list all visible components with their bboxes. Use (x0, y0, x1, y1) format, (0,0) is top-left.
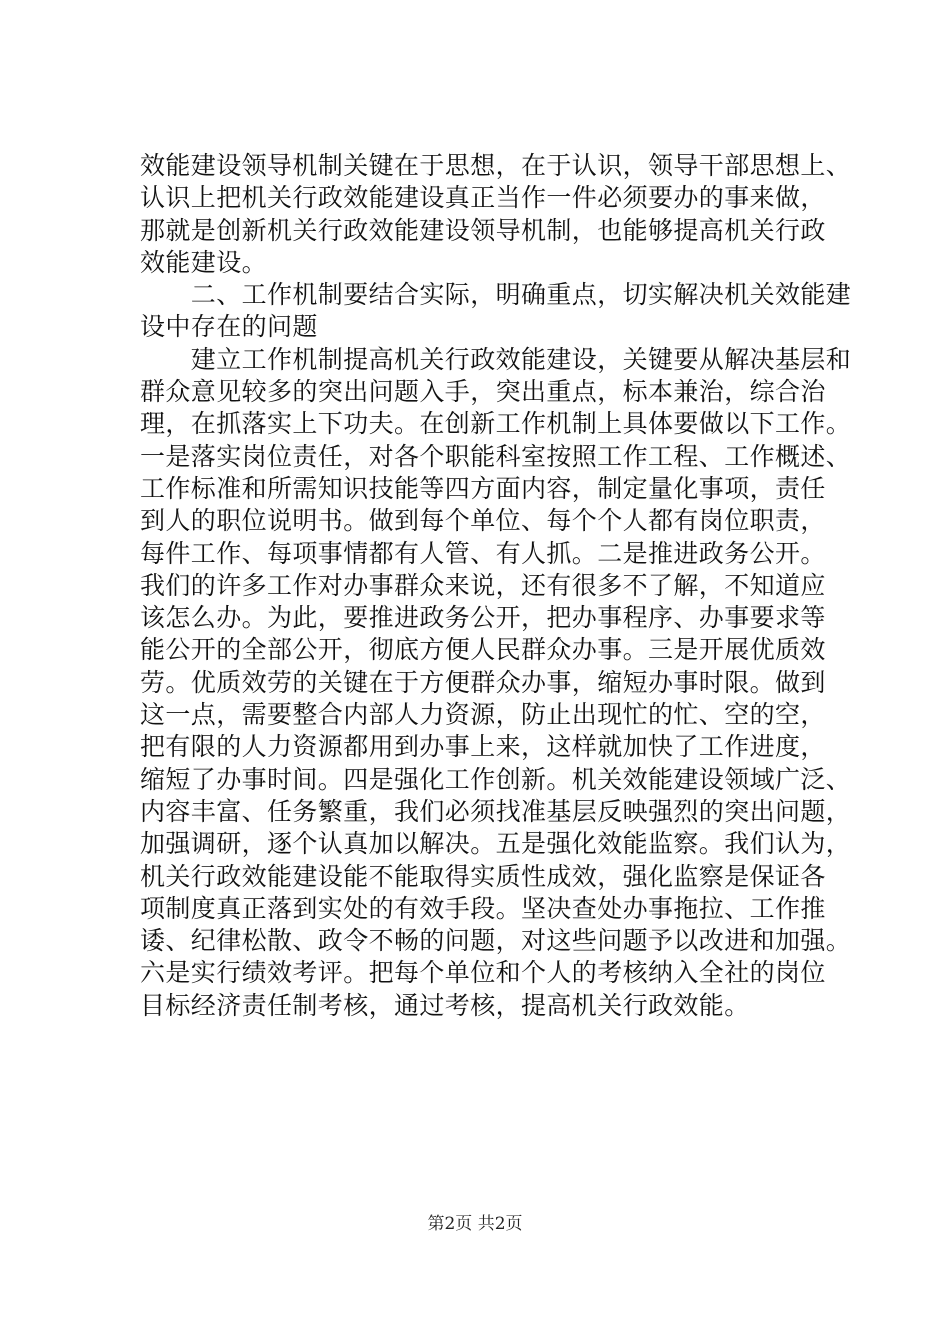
text-line: 那就是创新机关行政效能建设领导机制，也能够提高机关行政 (140, 215, 826, 245)
text-line: 一是落实岗位责任，对各个职能科室按照工作工程、工作概述、 (140, 441, 852, 471)
text-line: 目标经济责任制考核，通过考核，提高机关行政效能。 (140, 990, 750, 1020)
text-line: 建立工作机制提高机关行政效能建设，关键要从解决基层和 (140, 344, 852, 374)
text-line: 项制度真正落到实处的有效手段。坚决查处办事拖拉、工作推 (140, 893, 826, 923)
section-heading-line: 二、工作机制要结合实际，明确重点，切实解决机关效能建 (140, 280, 852, 310)
text-line: 每件工作、每项事情都有人管、有人抓。二是推进政务公开。 (140, 538, 826, 568)
text-line: 诿、纪律松散、政令不畅的问题，对这些问题予以改进和加强。 (140, 926, 852, 956)
text-line: 效能建设。 (140, 247, 268, 277)
text-line: 机关行政效能建设能不能取得实质性成效，强化监察是保证各 (140, 861, 826, 891)
text-line: 内容丰富、任务繁重，我们必须找准基层反映强烈的突出问题， (140, 796, 852, 826)
text-line: 能公开的全部公开，彻底方便人民群众办事。三是开展优质效 (140, 635, 826, 665)
text-line: 加强调研，逐个认真加以解决。五是强化效能监察。我们认为， (140, 829, 852, 859)
text-line: 这一点，需要整合内部人力资源，防止出现忙的忙、空的空， (140, 700, 826, 730)
text-line: 缩短了办事时间。四是强化工作创新。机关效能建设领域广泛、 (140, 764, 852, 794)
text-line: 六是实行绩效考评。把每个单位和个人的考核纳入全社的岗位 (140, 958, 826, 988)
text-line: 群众意见较多的突出问题入手，突出重点，标本兼治，综合治 (140, 377, 826, 407)
page-number-footer: 第2页 共2页 (427, 1214, 523, 1234)
text-line: 认识上把机关行政效能建设真正当作一件必须要办的事来做， (140, 183, 826, 213)
text-line: 工作标准和所需知识技能等四方面内容，制定量化事项，责任 (140, 473, 826, 503)
text-line: 该怎么办。为此，要推进政务公开，把办事程序、办事要求等 (140, 603, 826, 633)
section-heading-line: 设中存在的问题 (140, 312, 318, 342)
body-text (140, 150, 852, 1022)
text-line: 劳。优质效劳的关键在于方便群众办事，缩短办事时限。做到 (140, 667, 826, 697)
text-line: 到人的职位说明书。做到每个单位、每个个人都有岗位职责， (140, 506, 826, 536)
text-line: 把有限的人力资源都用到办事上来，这样就加快了工作进度， (140, 732, 826, 762)
text-line: 理，在抓落实上下功夫。在创新工作机制上具体要做以下工作。 (140, 409, 852, 439)
text-line: 效能建设领导机制关键在于思想，在于认识，领导干部思想上、 (140, 151, 852, 180)
text-line: 我们的许多工作对办事群众来说，还有很多不了解，不知道应 (140, 570, 826, 600)
